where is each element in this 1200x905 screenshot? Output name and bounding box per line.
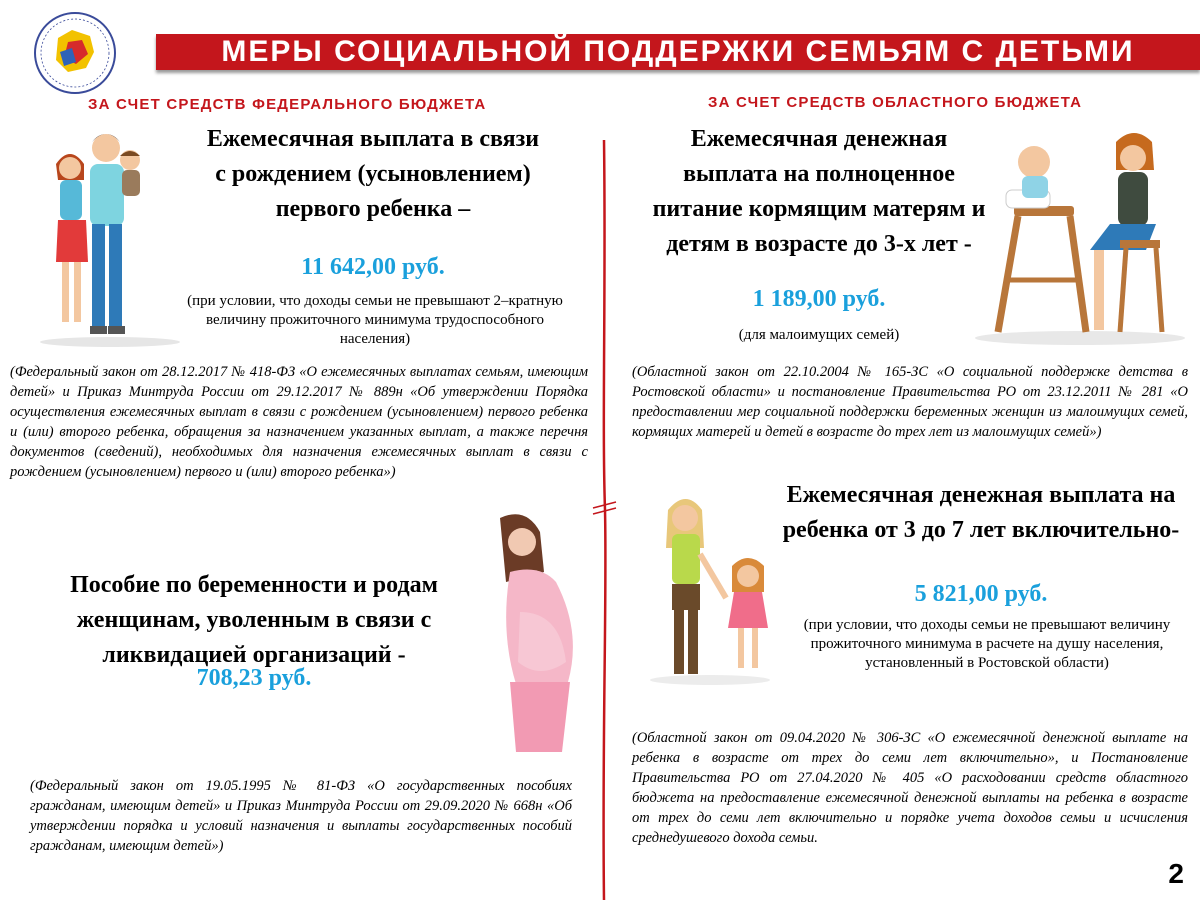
federal-benefit1-law: (Федеральный закон от 28.12.2017 № 418-ФЗ «О ежемесячных выплатах семьям, имеющим детей» и Приказ Минтруда России от 29.12.2017 № 889н «Об утверждении Порядка осуществления ежемесячных выплат в связи с рождением (усыновлением) первого ребенка и (или) второго ребенка, обращения за назначением указанных выплат, а также перечня документов (сведений), необходимых для назначения ежемесячных выплат в связи с рождением (усыновлением) первого и (или) второго ребенка») — [10, 364, 588, 480]
page-number: 2 — [1168, 858, 1184, 889]
ministry-logo — [20, 8, 130, 98]
federal-benefit2-title: Пособие по беременности и родам женщинам, уволенным в связи с ликвидацией организаций - — [70, 572, 438, 668]
regional-benefit1-amount: 1 189,00 руб. — [752, 286, 886, 312]
regional-benefit1-law: (Областной закон от 22.10.2004 № 165-ЗС «О социальной поддержке детства в Ростовской области» и постановление Правительства РО от 23.12.2011 № 281 «О предоставлении мер социальной поддержки беременных женщин из малоимущих семей, кормящих матерей и детей в возрасте до трех лет из малоимущих семей») — [632, 364, 1188, 440]
federal-budget-heading: ЗА СЧЕТ СРЕДСТВ ФЕДЕРАЛЬНОГО БЮДЖЕТА — [88, 96, 487, 113]
regional-benefit2-title: Ежемесячная денежная выплата на ребенка от 3 до 7 лет включительно- — [782, 482, 1180, 543]
federal-benefit1-title: Ежемесячная выплата в связи с рождением (усыновлением) первого ребенка – — [206, 126, 540, 222]
federal-benefit2-amount: 708,23 руб. — [196, 665, 312, 691]
mother-feeding-baby-illustration — [970, 120, 1190, 350]
family-illustration — [30, 120, 190, 350]
federal-benefit1-amount: 11 642,00 руб. — [301, 254, 445, 280]
pregnant-woman-illustration — [470, 512, 588, 752]
federal-benefit1-condition: (при условии, что доходы семьи не превышают 2–кратную величину прожиточного минимума трудоспособного населения) — [187, 293, 563, 347]
regional-benefit1-title: Ежемесячная денежная выплата на полноценное питание кормящим матерям и детям в возрасте до 3-х лет - — [652, 126, 986, 257]
mother-with-daughter-illustration — [640, 488, 790, 688]
federal-benefit2-law: (Федеральный закон от 19.05.1995 № 81-ФЗ «О государственных пособиях гражданам, имеющим детей» и Приказ Минтруда России от 29.09.2020 № 668н «Об утверждении порядка и условий назначения и выплаты государственных пособий гражданам, имеющим детей») — [30, 778, 572, 854]
regional-benefit2-law: (Областной закон от 09.04.2020 № 306-ЗС «О ежемесячной денежной выплате на ребенка в возрасте от трех до семи лет включительно», и Постановление Правительства РО от 27.04.2020 № 405 «О расходовании средств областного бюджета на предоставление ежемесячной денежной выплаты на ребенка в возрасте от трех до семи лет включительно и порядке учета доходов семьи и исчисления среднедушевого дохода семьи. — [632, 730, 1188, 846]
regional-benefit2-condition: (при условии, что доходы семьи не превышают величину прожиточного минимума в расчете на душу населения, установленный в Ростовской области) — [803, 617, 1171, 671]
regional-benefit2-amount: 5 821,00 руб. — [914, 581, 1048, 607]
divider-line — [590, 140, 620, 900]
regional-budget-heading: ЗА СЧЕТ СРЕДСТВ ОБЛАСТНОГО БЮДЖЕТА — [708, 94, 1083, 111]
page-title: МЕРЫ СОЦИАЛЬНОЙ ПОДДЕРЖКИ СЕМЬЯМ С ДЕТЬМИ — [156, 34, 1200, 70]
regional-benefit1-condition: (для малоимущих семей) — [738, 327, 900, 343]
